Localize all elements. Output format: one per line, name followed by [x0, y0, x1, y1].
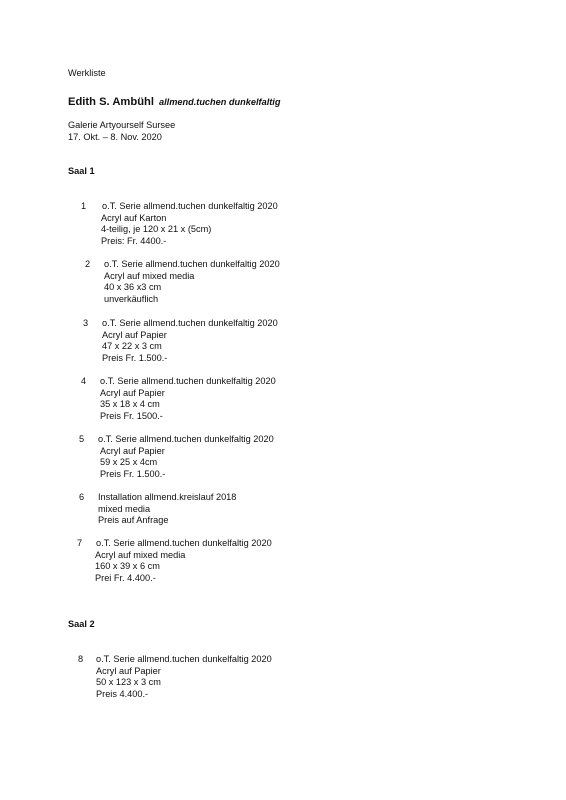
work-details: [98, 434, 274, 480]
work-number: 1: [81, 201, 87, 211]
work-number: 8: [78, 654, 84, 664]
work-medium: Acryl auf Papier: [100, 445, 165, 456]
work-number: 3: [83, 318, 89, 328]
work-medium: Acryl auf mixed media: [104, 270, 195, 281]
work-medium: Acryl auf Papier: [100, 387, 165, 398]
work-medium: Acryl auf mixed media: [95, 549, 186, 560]
work-medium: mixed media: [98, 503, 151, 514]
work-price: Preis Fr. 1500.-: [100, 410, 163, 421]
work-price: Preis 4.400.-: [96, 688, 149, 699]
work-title: o.T. Serie allmend.tuchen dunkelfaltig 2020: [96, 538, 272, 548]
work-dimensions: 59 x 25 x 4cm: [100, 457, 158, 467]
work-price: Preis Fr. 1.500.-: [102, 352, 168, 363]
exhibition-title: allmend.tuchen dunkelfaltig: [158, 97, 281, 107]
document-label: Werkliste: [68, 68, 106, 78]
work-title: o.T. Serie allmend.tuchen dunkelfaltig 2020: [104, 259, 280, 269]
work-title: o.T. Serie allmend.tuchen dunkelfaltig 2020: [100, 376, 276, 386]
work-medium: Acryl auf Papier: [96, 665, 161, 676]
section-heading-saal-2: Saal 2: [68, 619, 95, 629]
work-details: [95, 538, 272, 584]
work-title: Installation allmend.kreislauf 2018: [98, 492, 237, 502]
work-dimensions: 35 x 18 x 4 cm: [100, 399, 160, 409]
work-number: 6: [79, 492, 85, 502]
venue: Galerie Artyourself Sursee: [68, 120, 176, 130]
work-number: 7: [77, 538, 83, 548]
work-title: o.T. Serie allmend.tuchen dunkelfaltig 2020: [96, 654, 272, 664]
section-heading-saal-1: Saal 1: [68, 166, 95, 176]
work-details: [96, 654, 272, 700]
work-medium: Acryl auf Karton: [101, 212, 167, 223]
work-title: o.T. Serie allmend.tuchen dunkelfaltig 2020: [102, 318, 278, 328]
work-details: [104, 259, 280, 305]
work-price: Preis auf Anfrage: [98, 515, 169, 525]
author-name: Edith S. Ambühl: [68, 96, 154, 108]
work-medium: Acryl auf Papier: [102, 329, 167, 340]
work-price: Preis Fr. 1.500.-: [100, 468, 166, 479]
work-number: 4: [81, 376, 87, 386]
work-details: [102, 318, 278, 364]
work-details: [101, 201, 278, 247]
work-price: Preis: Fr. 4400.-: [101, 235, 167, 246]
work-dimensions: 47 x 22 x 3 cm: [102, 341, 162, 351]
work-dimensions: 50 x 123 x 3 cm: [96, 677, 161, 687]
work-number: 2: [85, 259, 91, 269]
work-number: 5: [79, 434, 85, 444]
work-title: o.T. Serie allmend.tuchen dunkelfaltig 2020: [98, 434, 274, 444]
work-price: Prei Fr. 4.400.-: [95, 572, 156, 583]
work-dimensions: 4-teilig, je 120 x 21 x (5cm): [101, 224, 212, 234]
work-dimensions: 40 x 36 x3 cm: [104, 282, 162, 292]
work-title: o.T. Serie allmend.tuchen dunkelfaltig 2020: [102, 201, 278, 211]
work-dimensions: 160 x 39 x 6 cm: [95, 561, 160, 571]
work-price: unverkäuflich: [104, 293, 159, 304]
work-details: [100, 376, 276, 422]
author-line: [68, 96, 280, 109]
work-details: [98, 492, 236, 527]
exhibition-dates: 17. Okt. – 8. Nov. 2020: [68, 132, 162, 142]
